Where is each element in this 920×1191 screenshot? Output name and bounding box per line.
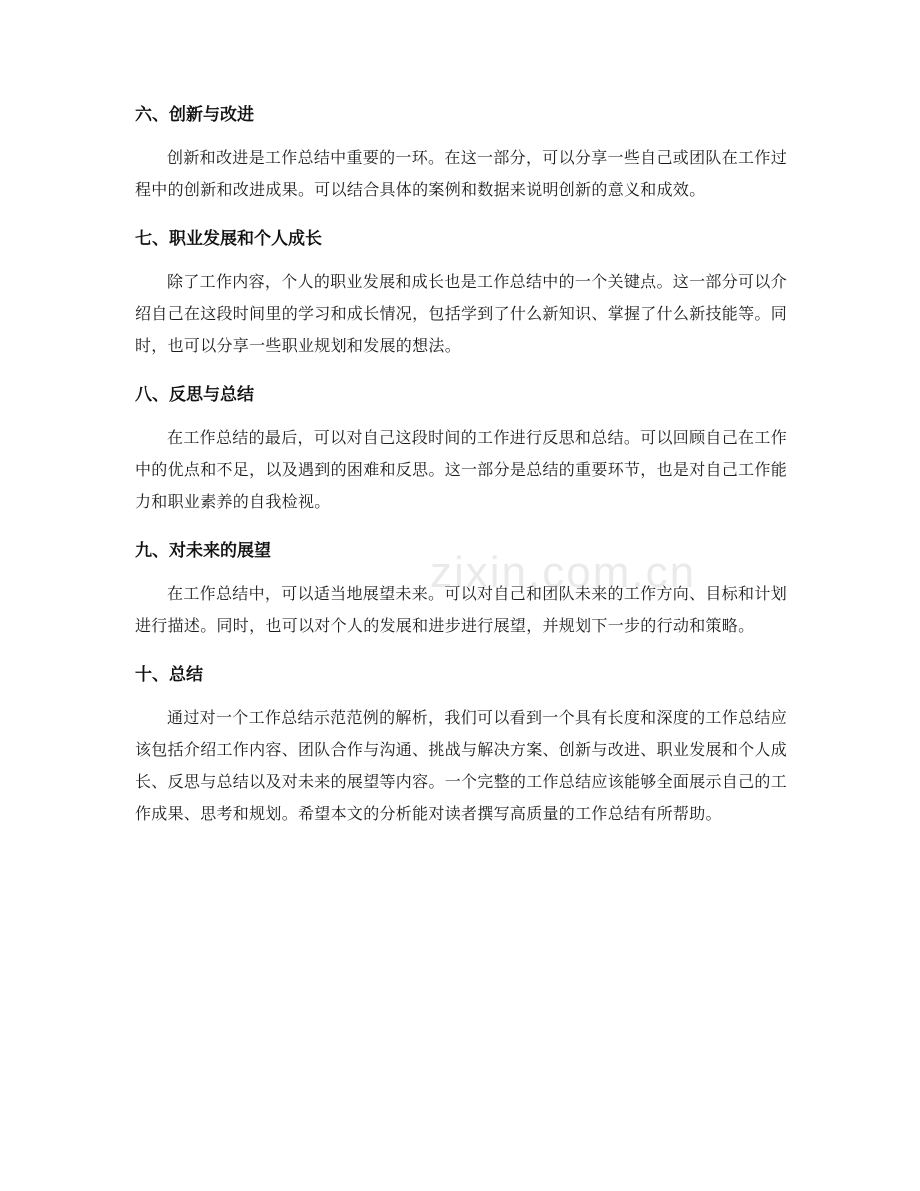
section-paragraph: 在工作总结中，可以适当地展望未来。可以对自己和团队未来的工作方向、目标和计划进行描述。同时，也可以对个人的发展和进步进行展望，并规划下一步的行动和策略。 <box>135 584 787 635</box>
section-heading: 九、对未来的展望 <box>135 541 271 561</box>
watermark: zixin.com.cn <box>430 548 697 597</box>
document-body <box>135 100 787 848</box>
section-innovation <box>135 100 787 206</box>
section-heading: 六、创新与改进 <box>135 105 254 125</box>
section-paragraph: 通过对一个工作总结示范范例的解析，我们可以看到一个具有长度和深度的工作总结应该包括介绍工作内容、团队合作与沟通、挑战与解决方案、创新与改进、职业发展和个人成长、反思与总结以及对未来的展望等内容。一个完整的工作总结应该能够全面展示自己的工作成果、思考和规划。希望本文的分析能对读者撰写高质量的工作总结有所帮助。 <box>135 708 788 823</box>
section-heading: 八、反思与总结 <box>135 385 254 405</box>
section-heading: 十、总结 <box>135 665 203 685</box>
section-conclusion <box>135 660 787 830</box>
section-reflection <box>135 380 787 518</box>
section-career-growth <box>135 224 787 362</box>
section-paragraph: 在工作总结的最后，可以对自己这段时间的工作进行反思和总结。可以回顾自己在工作中的优点和不足，以及遇到的困难和反思。这一部分是总结的重要环节，也是对自己工作能力和职业素养的自我检视。 <box>135 428 788 511</box>
section-paragraph: 除了工作内容，个人的职业发展和成长也是工作总结中的一个关键点。这一部分可以介绍自己在这段时间里的学习和成长情况，包括学到了什么新知识、掌握了什么新技能等。同时，也可以分享一些职业规划和发展的想法。 <box>135 272 788 355</box>
section-paragraph: 创新和改进是工作总结中重要的一环。在这一部分，可以分享一些自己或团队在工作过程中的创新和改进成果。可以结合具体的案例和数据来说明创新的意义和成效。 <box>135 148 787 199</box>
section-future-outlook <box>135 536 787 642</box>
section-heading: 七、职业发展和个人成长 <box>135 229 322 249</box>
